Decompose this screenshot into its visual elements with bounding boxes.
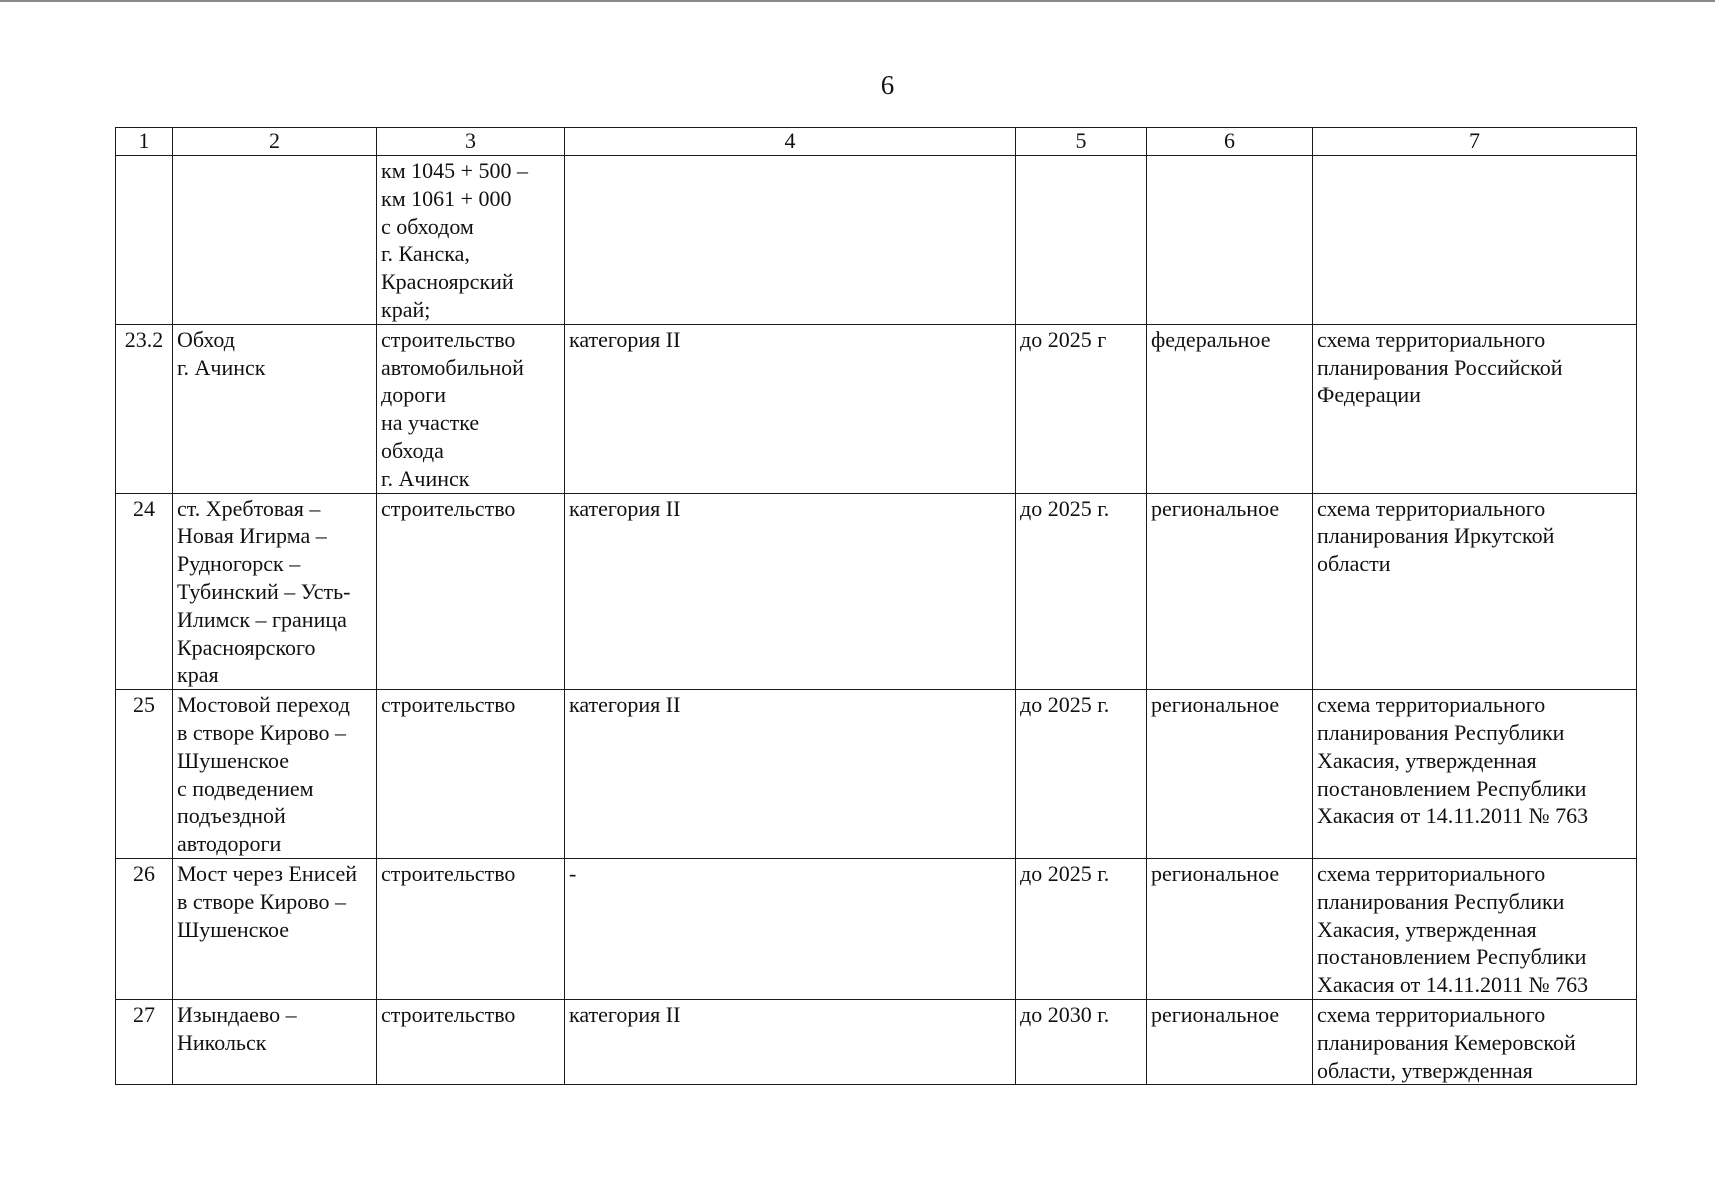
cell-text-line: г. Канска, [381,241,470,267]
cell-text-line: планирования Кемеровской [1317,1029,1576,1055]
cell-text-line: Хакасия от 14.11.2011 № 763 [1317,972,1589,998]
table-cell-col-6 [1147,324,1313,493]
cell-text-line: строительство [381,326,516,352]
table-row [116,999,1637,1084]
table-row [116,324,1637,493]
page-number: 6 [880,70,895,100]
table-cell-col-1 [116,858,173,999]
table-cell-col-4 [565,324,1016,493]
cell-text-line: Рудногорск – [177,551,301,577]
cell-text-line: Федерации [1317,382,1421,408]
cell-text-line: постановлением Республики [1317,775,1587,801]
cell-text-line: край; [381,296,431,322]
cell-text-line: ст. Хребтовая – [177,495,321,521]
table-cell-col-4 [565,690,1016,859]
cell-text-line: Новая Игирма – [177,523,327,549]
cell-text-line: планирования Российской [1317,354,1563,380]
cell-text-line: схема территориального [1317,860,1546,886]
table-cell-col-4 [565,999,1016,1084]
cell-text-line: региональное [1151,495,1280,521]
cell-text-line: Изындаево – [177,1001,297,1027]
table-cell-col-3 [377,493,565,690]
table-cell-col-2 [173,493,377,690]
cell-text-line: до 2025 г. [1020,860,1110,886]
cell-text-line: строительство [381,692,516,718]
cell-text-line: в створе Кирово – [177,888,346,914]
table-cell-col-4 [565,858,1016,999]
cell-text-line: Никольск [177,1029,267,1055]
table-cell-col-3 [377,858,565,999]
cell-text-line: Обход [177,326,235,352]
cell-text-line: дороги [381,382,446,408]
cell-text-line: Красноярского [177,634,316,660]
cell-text-line: Мост через Енисей [177,860,358,886]
table-cell-col-5 [1016,493,1147,690]
cell-text-line: до 2025 г. [1020,495,1110,521]
column-header-3: 3 [377,128,565,156]
table-row [116,690,1637,859]
column-header-6: 6 [1147,128,1313,156]
cell-text-line: категория II [569,692,681,718]
cell-text-line: 27 [133,1001,155,1027]
cell-text-line: области, утвержденная [1317,1057,1533,1083]
table-cell-col-2 [173,690,377,859]
cell-text-line: схема территориального [1317,1001,1546,1027]
table-cell-col-2 [173,324,377,493]
cell-text-line: категория II [569,326,681,352]
table-cell-col-7 [1313,156,1637,325]
cell-text-line: категория II [569,495,681,521]
cell-text-line: Шушенское [177,747,290,773]
table-cell-col-7 [1313,858,1637,999]
column-header-7: 7 [1313,128,1637,156]
cell-text-line: 26 [133,860,155,886]
table-cell-col-6 [1147,493,1313,690]
cell-text-line: Красноярский [381,269,514,295]
table-cell-col-1 [116,493,173,690]
cell-text-line: региональное [1151,860,1280,886]
cell-text-line: 24 [133,495,155,521]
table-cell-col-3 [377,690,565,859]
table-cell-col-7 [1313,690,1637,859]
table-row [116,858,1637,999]
table-cell-col-2 [173,858,377,999]
table-cell-col-5 [1016,858,1147,999]
cell-text-line: строительство [381,1001,516,1027]
cell-text-line: км 1061 + 000 [381,185,512,211]
cell-text-line: до 2025 г. [1020,692,1110,718]
table-cell-col-4 [565,493,1016,690]
cell-text-line: км 1045 + 500 – [381,158,529,183]
table-cell-col-6 [1147,156,1313,325]
table-body [116,128,1637,1085]
cell-text-line: планирования Республики [1317,719,1565,745]
cell-text-line: до 2030 г. [1020,1001,1110,1027]
cell-text-line: автомобильной [381,354,524,380]
cell-text-line: края [177,662,219,688]
cell-text-line: Тубинский – Усть- [177,578,351,604]
cell-text-line: строительство [381,860,516,886]
table-cell-col-1 [116,690,173,859]
cell-text-line: автодороги [177,831,282,857]
table-cell-col-6 [1147,858,1313,999]
table-cell-col-3 [377,999,565,1084]
cell-text-line: региональное [1151,1001,1280,1027]
cell-text-line: категория II [569,1001,681,1027]
cell-text-line: Хакасия, утвержденная [1317,747,1537,773]
table-cell-col-1 [116,156,173,325]
table-cell-col-3 [377,324,565,493]
table-cell-col-5 [1016,156,1147,325]
table-cell-col-4 [565,156,1016,325]
cell-text-line: 25 [133,692,155,718]
cell-text-line: - [569,860,577,886]
document-table [115,127,1637,1085]
table-cell-col-7 [1313,324,1637,493]
table-cell-col-7 [1313,493,1637,690]
table-cell-col-3 [377,156,565,325]
cell-text-line: в створе Кирово – [177,719,346,745]
cell-text-line: планирования Иркутской [1317,523,1555,549]
cell-text-line: строительство [381,495,516,521]
cell-text-line: постановлением Республики [1317,944,1587,970]
cell-text-line: Илимск – граница [177,606,347,632]
cell-text-line: федеральное [1151,326,1271,352]
cell-text-line: подъездной [177,803,286,829]
cell-text-line: Хакасия, утвержденная [1317,916,1537,942]
cell-text-line: г. Ачинск [177,354,266,380]
column-header-2: 2 [173,128,377,156]
column-header-5: 5 [1016,128,1147,156]
cell-text-line: схема территориального [1317,692,1546,718]
cell-text-line: 23.2 [124,326,164,352]
table-row [116,493,1637,690]
cell-text-line: Хакасия от 14.11.2011 № 763 [1317,803,1589,829]
cell-text-line: Мостовой переход [177,692,350,718]
cell-text-line: обхода [381,437,444,463]
table-cell-col-6 [1147,999,1313,1084]
cell-text-line: с подведением [177,775,314,801]
cell-text-line: Шушенское [177,916,290,942]
column-header-4: 4 [565,128,1016,156]
page-top-edge [0,0,1715,2]
table-cell-col-6 [1147,690,1313,859]
cell-text-line: до 2025 г [1020,326,1107,352]
table-cell-col-7 [1313,999,1637,1084]
cell-text-line: схема территориального [1317,495,1546,521]
cell-text-line: г. Ачинск [381,465,470,491]
header-row [116,128,1637,156]
table-cell-col-5 [1016,324,1147,493]
cell-text-line: планирования Республики [1317,888,1565,914]
table-cell-col-2 [173,156,377,325]
cell-text-line: схема территориального [1317,326,1546,352]
cell-text-line: региональное [1151,692,1280,718]
table-cell-col-5 [1016,999,1147,1084]
cell-text-line: на участке [381,410,480,436]
table-cell-col-1 [116,324,173,493]
table-cell-col-5 [1016,690,1147,859]
cell-text-line: с обходом [381,213,474,239]
table-row [116,156,1637,325]
table-cell-col-2 [173,999,377,1084]
table-cell-col-1 [116,999,173,1084]
column-header-1: 1 [116,128,173,156]
cell-text-line: области [1317,551,1391,577]
